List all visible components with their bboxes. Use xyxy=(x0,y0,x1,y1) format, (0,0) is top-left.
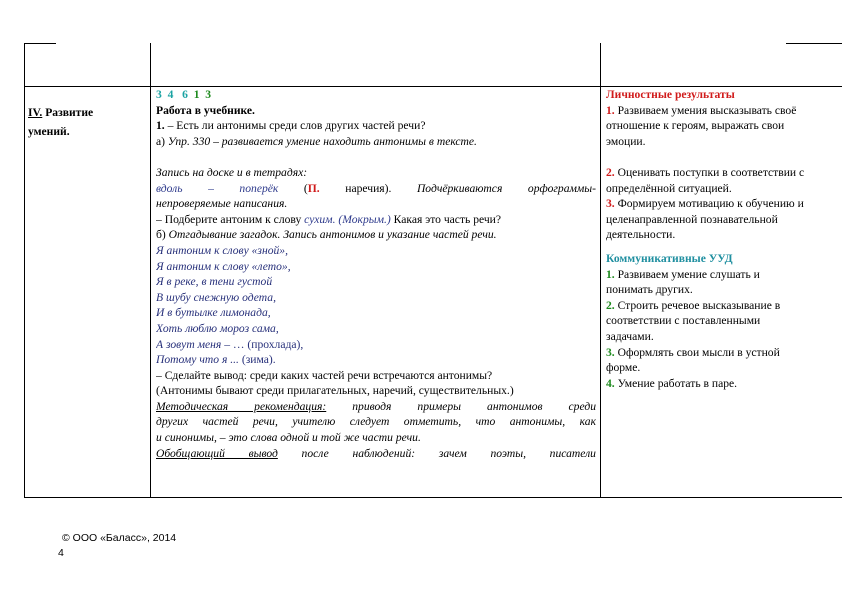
skill-codes xyxy=(156,87,596,103)
poem-answer-1: А зовут меня – … (прохлада), xyxy=(156,337,304,351)
section-title: Работа в учебнике. xyxy=(156,103,255,117)
words-line-2: непроверяемые написания. xyxy=(156,197,288,211)
personal-item-3-line2: целенаправленной познавательной xyxy=(606,212,778,226)
copyright: © ООО «Баласс», 2014 xyxy=(62,532,177,544)
method-line-3: и синонимы, – это слова одной и той же части речи. xyxy=(156,431,421,445)
poem-line: Я в реке, в тени густой xyxy=(156,275,273,289)
table-top-border xyxy=(24,43,56,44)
poem-line: И в бутылке лимонада, xyxy=(156,306,271,320)
poem-line: В шубу снежную одета, xyxy=(156,290,276,304)
code-1: 3 xyxy=(156,88,162,101)
code-4: 1 xyxy=(193,88,200,101)
poem-line: Я антоним к слову «зной», xyxy=(156,243,288,257)
comm-item-3: 3. Оформлять свои мысли в устной xyxy=(606,345,780,359)
exercise-a: а) Упр. 330 – развивается умение находить антонимы в тексте. xyxy=(156,134,477,148)
stage-label-line2: умений. xyxy=(28,124,70,138)
antonym-question: – Подберите антоним к слову сухим. (Мокрым.) Какая это часть речи? xyxy=(156,212,502,226)
method-recommendation: Методическая рекомендация: приводя примеры антонимов среди xyxy=(156,399,596,413)
conclusion-question: – Сделайте вывод: среди каких частей речи встречаются антонимы? xyxy=(156,368,493,382)
comm-item-2-line2: соответствии с поставленными xyxy=(606,314,761,328)
column-divider-2 xyxy=(600,43,601,498)
stage-cell xyxy=(28,105,146,139)
poem-line: Я антоним к слову «лето», xyxy=(156,259,291,273)
question-1: 1. – Есть ли антонимы среди слов других частей речи? xyxy=(156,119,426,133)
lesson-content-cell xyxy=(156,87,596,496)
communicative-title: Коммуникативные УУД xyxy=(606,251,733,265)
method-line-2: других частей речи, учителю следует отметить, что антонимы, как xyxy=(156,415,596,429)
personal-item-2-line2: определённой ситуацией. xyxy=(606,181,732,195)
poem-answer-2: Потому что я ... (зима). xyxy=(156,353,276,367)
personal-results-title: Личностные результаты xyxy=(606,88,735,101)
poem-line: Хоть люблю мороз сама, xyxy=(156,321,279,335)
code-5: 3 xyxy=(205,88,212,101)
conclusion-answer: (Антонимы бывают среди прилагательных, наречий, существительных.) xyxy=(156,384,514,398)
code-3: 6 xyxy=(182,88,188,101)
comm-item-3-line2: форме. xyxy=(606,361,641,375)
table-top-border-right xyxy=(786,43,842,44)
code-2: 4 xyxy=(167,88,174,101)
comm-item-2-line3: задачами. xyxy=(606,329,654,343)
personal-item-2: 2. Оценивать поступки в соответствии с xyxy=(606,165,805,179)
stage-label-line1: Развитие xyxy=(45,106,94,119)
comm-item-4: 4. Умение работать в паре. xyxy=(606,376,738,390)
personal-item-3-line3: деятельности. xyxy=(606,228,676,242)
personal-item-1-line2: отношение к героям, выражать свои xyxy=(606,119,785,133)
words-line: вдоль – поперёк (П. наречия). Подчёркиваются орфограммы- xyxy=(156,181,596,195)
exercise-b: б) Отгадывание загадок. Запись антонимов и указание частей речи. xyxy=(156,228,497,242)
personal-item-3: 3. Формируем мотивацию к обучению и xyxy=(606,197,804,211)
results-cell xyxy=(606,87,842,391)
summary-conclusion: Обобщающий вывод после наблюдений: зачем поэты, писатели xyxy=(156,446,596,460)
stage-number: IV. xyxy=(28,106,43,119)
table-left-border xyxy=(24,43,25,498)
comm-item-1: 1. Развиваем умение слушать и xyxy=(606,267,760,281)
comm-item-1-line2: понимать других. xyxy=(606,283,693,297)
board-note: Запись на доске и в тетрадях: xyxy=(156,165,308,179)
table-bottom-border xyxy=(24,497,842,498)
personal-item-1-line3: эмоции. xyxy=(606,134,646,148)
personal-item-1: 1. Развиваем умения высказывать своё xyxy=(606,103,797,117)
column-divider-1 xyxy=(150,43,151,498)
page-number: 4 xyxy=(58,547,64,559)
comm-item-2: 2. Строить речевое высказывание в xyxy=(606,298,781,312)
